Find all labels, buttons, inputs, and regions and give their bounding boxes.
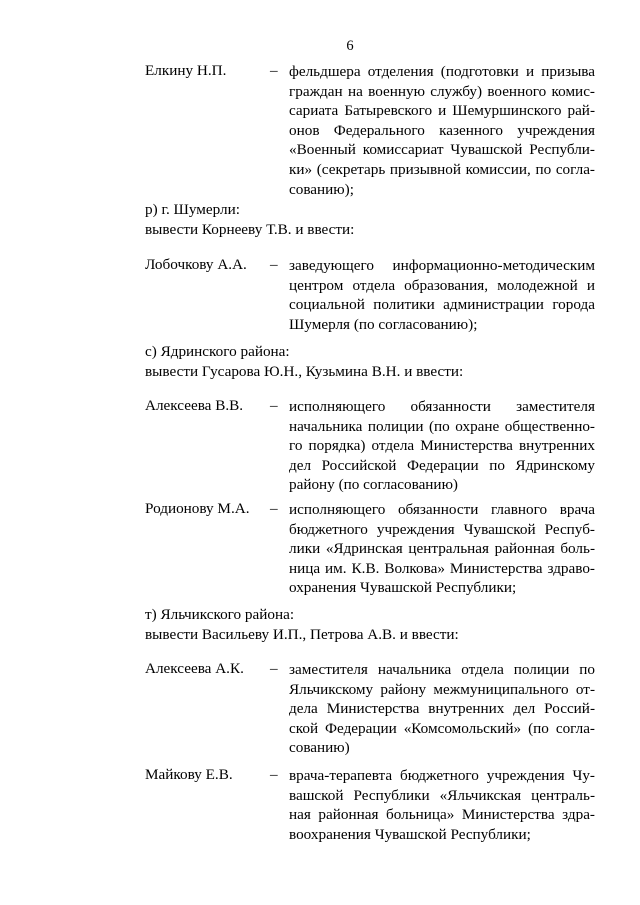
person-name: Алексеева А.К. — [145, 660, 244, 677]
description-line: заместителя начальника отдела полиции по — [289, 661, 595, 678]
description-line: социальной политики администрации города — [289, 296, 595, 314]
description-line: бюджетного учреждения Чувашской Респуб- — [289, 520, 595, 538]
section-shumerlya — [145, 200, 605, 240]
description-line: району (по согласованию) — [289, 476, 458, 494]
section-instruction: вывести Гусарова Ю.Н., Кузьмина В.Н. и ввести: — [145, 363, 464, 380]
description-line: ная районная больница» Министерства здра- — [289, 806, 595, 824]
description-line: го порядка) отдела Министерства внутренних — [289, 437, 595, 455]
dash-separator: – — [270, 660, 278, 677]
section-heading: с) Ядринского района: — [145, 343, 290, 360]
person-name: Майкову Е.В. — [145, 766, 233, 783]
description-line: дел Российской Федерации по Ядринскому — [289, 456, 595, 474]
description-line: охранения Чувашской Республики; — [289, 579, 517, 597]
appointment-entry — [145, 660, 595, 758]
dash-separator: – — [270, 62, 278, 79]
description-line: исполняющего обязанности заместителя — [289, 398, 595, 415]
dash-separator: – — [270, 766, 278, 783]
description-line: врача-терапевта бюджетного учреждения Чу- — [289, 767, 595, 784]
person-name: Родионову М.А. — [145, 500, 250, 517]
person-name: Алексеева В.В. — [145, 397, 244, 414]
appointment-entry — [145, 766, 595, 844]
description-line: «Военный комиссариат Чувашской Республи- — [289, 141, 595, 159]
description-line: дела Министерства внутренних дел Россий- — [289, 700, 595, 718]
section-yalchiksky — [145, 605, 605, 645]
description-line: центром отдела образования, молодежной и — [289, 276, 595, 294]
dash-separator: – — [270, 256, 278, 273]
description-line: ница им. К.В. Волкова» Министерства здраво- — [289, 559, 595, 577]
description-line: Яльчикскому району межмуниципального от- — [289, 680, 595, 698]
description-line: воохранения Чувашской Республики; — [289, 825, 531, 843]
section-instruction: вывести Корнееву Т.В. и ввести: — [145, 221, 355, 238]
appointment-entry — [145, 62, 595, 199]
description-line: ки» (секретарь призывной комиссии, по согла- — [289, 160, 595, 178]
position-description — [289, 397, 595, 495]
description-line: сариата Батыревского и Шемуршинского рай- — [289, 102, 595, 120]
description-line: лики «Ядринская центральная районная боль- — [289, 540, 595, 558]
description-line: исполняющего обязанности главного врача — [289, 501, 595, 518]
dash-separator: – — [270, 397, 278, 414]
section-heading: р) г. Шумерли: — [145, 201, 240, 218]
description-line: фельдшера отделения (подготовки и призыва — [289, 63, 595, 80]
description-line: вашской Республики «Яльчикская централь- — [289, 786, 595, 804]
description-line: ской Федерации «Комсомольский» (по согла- — [289, 719, 595, 737]
description-line: начальника полиции (по охране общественно- — [289, 417, 595, 435]
appointment-entry — [145, 256, 595, 334]
position-description — [289, 256, 595, 334]
position-description — [289, 62, 595, 199]
description-line: граждан на военную службу) военного комис- — [289, 82, 595, 100]
section-heading: т) Яльчикского района: — [145, 606, 295, 623]
section-instruction: вывести Васильеву И.П., Петрова А.В. и ввести: — [145, 626, 459, 643]
description-line: сованию); — [289, 180, 354, 198]
description-line: Шумерля (по согласованию); — [289, 315, 478, 333]
position-description — [289, 766, 595, 844]
appointment-entry — [145, 397, 595, 495]
position-description — [289, 660, 595, 758]
section-yadrinsky — [145, 342, 605, 382]
description-line: сованию) — [289, 739, 350, 757]
dash-separator: – — [270, 500, 278, 517]
appointment-entry — [145, 500, 595, 598]
page-number: 6 — [346, 38, 354, 54]
person-name: Елкину Н.П. — [145, 62, 227, 79]
description-line: заведующего информационно-методическим — [289, 257, 595, 274]
description-line: онов Федерального казенного учреждения — [289, 121, 595, 139]
position-description — [289, 500, 595, 598]
person-name: Лобочкову А.А. — [145, 256, 247, 273]
